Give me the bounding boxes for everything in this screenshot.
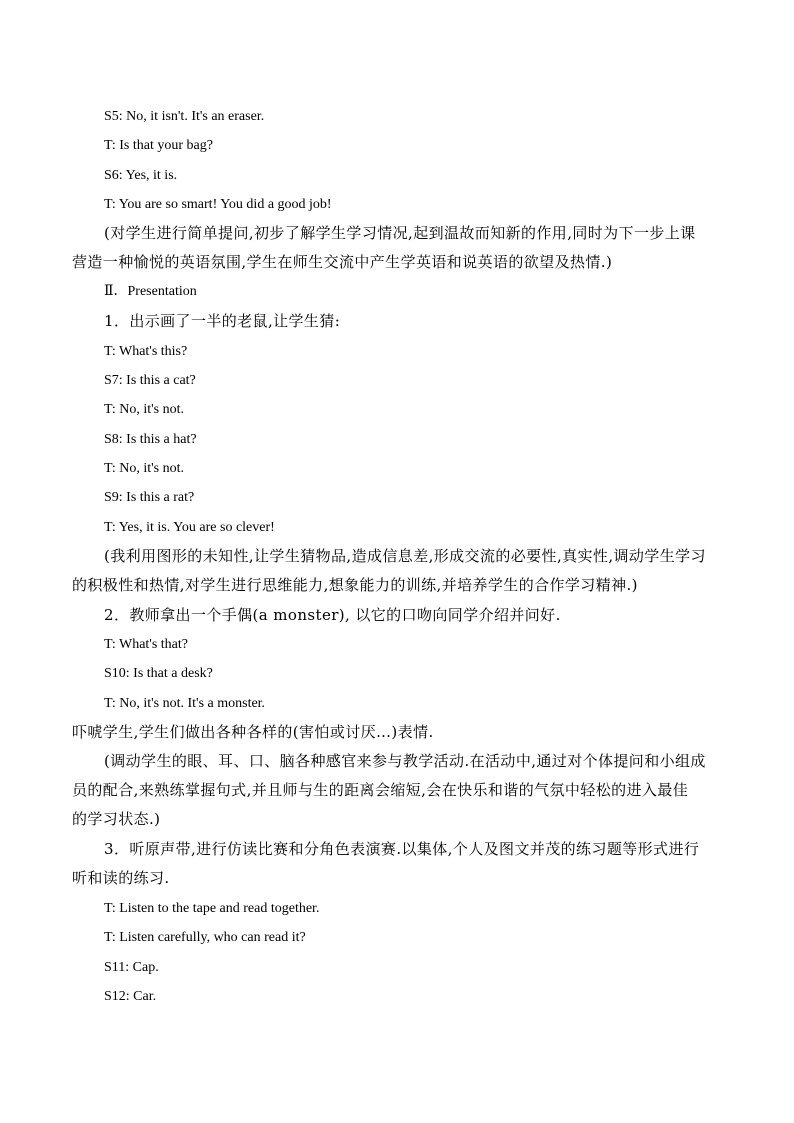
dialogue-line: S6: Yes, it is. xyxy=(104,168,178,183)
commentary-paragraph: 营造一种愉悦的英语氛围,学生在师生交流中产生学英语和说英语的欲望及热情.) xyxy=(72,253,613,271)
dialogue-line: T: Listen to the tape and read together. xyxy=(104,901,320,916)
dialogue-line: S5: No, it isn't. It's an eraser. xyxy=(104,109,265,124)
dialogue-line: T: Is that your bag? xyxy=(104,138,213,153)
dialogue-line: T: No, it's not. It's a monster. xyxy=(104,696,266,711)
step-heading: 3．听原声带,进行仿读比赛和分角色表演赛.以集体,个人及图文并茂的练习题等形式进行 xyxy=(104,840,700,858)
step-heading: 1．出示画了一半的老鼠,让学生猜: xyxy=(104,312,341,330)
dialogue-line: T: What's this? xyxy=(104,344,188,359)
dialogue-line: T: No, it's not. xyxy=(104,402,184,417)
commentary-paragraph: 员的配合,来熟练掌握句式,并且师与生的距离会缩短,会在快乐和谐的气氛中轻松的进入最佳 xyxy=(72,781,689,799)
commentary-paragraph: (我利用图形的未知性,让学生猜物品,造成信息差,形成交流的必要性,真实性,调动学生学习 xyxy=(104,547,706,565)
step-heading: 2．教师拿出一个手偶(a monster), 以它的口吻向同学介绍并问好. xyxy=(104,606,561,624)
dialogue-line: T: Listen carefully, who can read it? xyxy=(104,930,306,945)
dialogue-line: T: You are so smart! You did a good job! xyxy=(104,197,332,212)
dialogue-line: T: No, it's not. xyxy=(104,461,184,476)
dialogue-line: S12: Car. xyxy=(104,989,157,1004)
step-heading: 听和读的练习. xyxy=(72,869,170,887)
dialogue-line: S11: Cap. xyxy=(104,960,159,975)
section-heading: Ⅱ．Presentation xyxy=(104,284,197,299)
commentary-paragraph: 的积极性和热情,对学生进行思维能力,想象能力的训练,并培养学生的合作学习精神.) xyxy=(72,576,638,594)
dialogue-line: T: What's that? xyxy=(104,637,188,652)
dialogue-line: T: Yes, it is. You are so clever! xyxy=(104,520,275,535)
commentary-paragraph: (对学生进行简单提问,初步了解学生学习情况,起到温故而知新的作用,同时为下一步上课 xyxy=(104,224,696,242)
commentary-paragraph: 的学习状态.) xyxy=(72,810,161,828)
commentary-paragraph: (调动学生的眼、耳、口、脑各种感官来参与教学活动.在活动中,通过对个体提问和小组成 xyxy=(104,752,706,770)
dialogue-line: S7: Is this a cat? xyxy=(104,373,196,388)
narration-line: 吓唬学生,学生们做出各种各样的(害怕或讨厌…)表情. xyxy=(72,723,434,741)
dialogue-line: S8: Is this a hat? xyxy=(104,432,197,447)
dialogue-line: S9: Is this a rat? xyxy=(104,490,195,505)
dialogue-line: S10: Is that a desk? xyxy=(104,666,213,681)
